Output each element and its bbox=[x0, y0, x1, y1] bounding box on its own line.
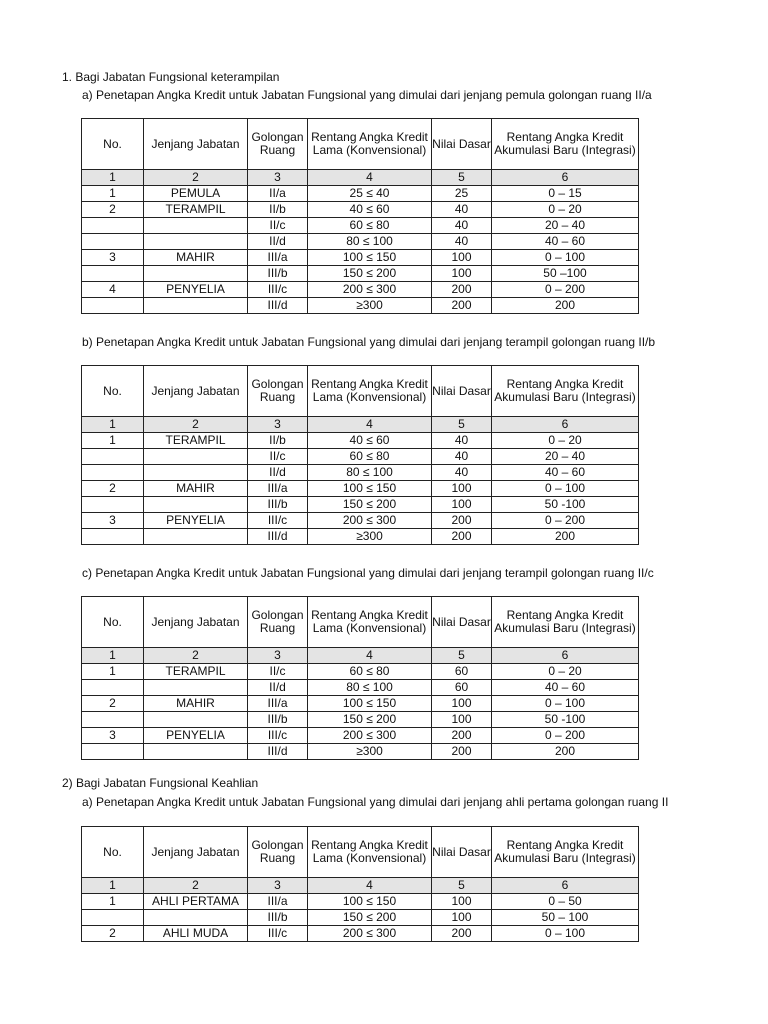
table-cell: 60 ≤ 80 bbox=[308, 218, 432, 234]
table-cell: 1 bbox=[82, 433, 144, 449]
table-row bbox=[82, 664, 639, 680]
table-cell: II/c bbox=[248, 218, 308, 234]
table-row bbox=[82, 218, 639, 234]
table-cell: 25 bbox=[432, 186, 492, 202]
table-cell: 40 ≤ 60 bbox=[308, 433, 432, 449]
table-cell: TERAMPIL bbox=[144, 433, 248, 449]
table-cell: 100 ≤ 150 bbox=[308, 250, 432, 266]
table-row bbox=[82, 728, 639, 744]
table-1c bbox=[81, 596, 639, 760]
table-cell: III/b bbox=[248, 266, 308, 282]
table-cell: 0 – 50 bbox=[492, 894, 639, 910]
column-number: 4 bbox=[308, 417, 432, 433]
column-header: Golongan Ruang bbox=[248, 119, 308, 170]
table-header-row bbox=[82, 827, 639, 878]
table-cell: 100 ≤ 150 bbox=[308, 481, 432, 497]
table-cell: 60 bbox=[432, 664, 492, 680]
column-number: 6 bbox=[492, 648, 639, 664]
table-cell: III/a bbox=[248, 250, 308, 266]
table-row bbox=[82, 298, 639, 314]
column-number: 5 bbox=[432, 170, 492, 186]
table-cell: III/b bbox=[248, 497, 308, 513]
table-cell bbox=[82, 680, 144, 696]
table-cell: 200 bbox=[432, 744, 492, 760]
table-cell: 3 bbox=[82, 250, 144, 266]
table-cell: II/d bbox=[248, 234, 308, 250]
table-cell: 150 ≤ 200 bbox=[308, 266, 432, 282]
table-cell: 20 – 40 bbox=[492, 218, 639, 234]
table-row bbox=[82, 449, 639, 465]
table-row bbox=[82, 481, 639, 497]
table-cell bbox=[82, 910, 144, 926]
table-cell: 0 – 15 bbox=[492, 186, 639, 202]
table-cell: III/c bbox=[248, 513, 308, 529]
table-cell: III/d bbox=[248, 298, 308, 314]
table-cell: 25 ≤ 40 bbox=[308, 186, 432, 202]
table-cell: 3 bbox=[82, 728, 144, 744]
column-number: 3 bbox=[248, 878, 308, 894]
table-cell: III/a bbox=[248, 481, 308, 497]
table-cell: 200 bbox=[432, 282, 492, 298]
section-2a-subtitle: a) Penetapan Angka Kredit untuk Jabatan Fungsional yang dimulai dari jenjang ahli pertama golongan ruang II bbox=[82, 795, 669, 809]
table-row bbox=[82, 529, 639, 545]
column-header: Jenjang Jabatan bbox=[144, 366, 248, 417]
table-cell: 100 bbox=[432, 894, 492, 910]
column-header: Jenjang Jabatan bbox=[144, 827, 248, 878]
table-row bbox=[82, 234, 639, 250]
table-cell: 4 bbox=[82, 282, 144, 298]
column-number: 6 bbox=[492, 417, 639, 433]
table-cell: MAHIR bbox=[144, 481, 248, 497]
table-cell: 60 bbox=[432, 680, 492, 696]
table-cell: 200 bbox=[432, 513, 492, 529]
table-cell: PENYELIA bbox=[144, 282, 248, 298]
table-cell: 1 bbox=[82, 894, 144, 910]
table-row bbox=[82, 680, 639, 696]
table-cell: 60 ≤ 80 bbox=[308, 664, 432, 680]
column-number-row bbox=[82, 878, 639, 894]
table-cell bbox=[82, 218, 144, 234]
table-cell: 2 bbox=[82, 481, 144, 497]
table-header-row bbox=[82, 597, 639, 648]
table-cell bbox=[144, 465, 248, 481]
table-row bbox=[82, 910, 639, 926]
table-cell bbox=[144, 712, 248, 728]
table-row bbox=[82, 202, 639, 218]
table-cell: 0 – 200 bbox=[492, 513, 639, 529]
column-number: 5 bbox=[432, 878, 492, 894]
column-header: Rentang Angka Kredit Lama (Konvensional) bbox=[308, 827, 432, 878]
table-cell bbox=[82, 234, 144, 250]
table-cell bbox=[144, 298, 248, 314]
table-cell: 40 bbox=[432, 218, 492, 234]
table-cell: PEMULA bbox=[144, 186, 248, 202]
table-cell: III/c bbox=[248, 282, 308, 298]
table-cell: 200 ≤ 300 bbox=[308, 513, 432, 529]
table-cell: 100 bbox=[432, 481, 492, 497]
column-header: Golongan Ruang bbox=[248, 827, 308, 878]
table-row bbox=[82, 712, 639, 728]
section-2-title: 2) Bagi Jabatan Fungsional Keahlian bbox=[62, 776, 259, 790]
table-1b bbox=[81, 365, 639, 545]
column-number: 1 bbox=[82, 417, 144, 433]
table-cell: II/d bbox=[248, 680, 308, 696]
table-row bbox=[82, 497, 639, 513]
column-header: Rentang Angka Kredit Akumulasi Baru (Integrasi) bbox=[492, 366, 639, 417]
section-1b-subtitle: b) Penetapan Angka Kredit untuk Jabatan Fungsional yang dimulai dari jenjang terampil golongan ruang II/b bbox=[82, 335, 656, 349]
column-number: 6 bbox=[492, 878, 639, 894]
table-row bbox=[82, 926, 639, 942]
table-cell: 40 bbox=[432, 234, 492, 250]
table-cell: III/a bbox=[248, 894, 308, 910]
table-cell: 0 – 100 bbox=[492, 250, 639, 266]
table-cell: ≥300 bbox=[308, 298, 432, 314]
table-cell: PENYELIA bbox=[144, 728, 248, 744]
column-header: No. bbox=[82, 119, 144, 170]
table-cell: 40 – 60 bbox=[492, 680, 639, 696]
table-cell: 100 ≤ 150 bbox=[308, 696, 432, 712]
table-cell: 20 – 40 bbox=[492, 449, 639, 465]
table-cell bbox=[144, 449, 248, 465]
table-cell: 2 bbox=[82, 202, 144, 218]
table-row bbox=[82, 894, 639, 910]
column-header: No. bbox=[82, 597, 144, 648]
table-cell: 50 –100 bbox=[492, 266, 639, 282]
table-cell: PENYELIA bbox=[144, 513, 248, 529]
section-1a-subtitle: a) Penetapan Angka Kredit untuk Jabatan Fungsional yang dimulai dari jenjang pemula golongan ruang II/a bbox=[82, 88, 652, 102]
column-header: Rentang Angka Kredit Akumulasi Baru (Integrasi) bbox=[492, 597, 639, 648]
table-cell bbox=[82, 449, 144, 465]
table-cell bbox=[82, 712, 144, 728]
table-cell: TERAMPIL bbox=[144, 202, 248, 218]
column-number: 1 bbox=[82, 878, 144, 894]
table-cell: 40 – 60 bbox=[492, 234, 639, 250]
table-cell: 40 bbox=[432, 202, 492, 218]
table-row bbox=[82, 250, 639, 266]
column-header: Rentang Angka Kredit Lama (Konvensional) bbox=[308, 597, 432, 648]
table-cell: ≥300 bbox=[308, 529, 432, 545]
column-header: Nilai Dasar bbox=[432, 597, 492, 648]
table-cell bbox=[82, 465, 144, 481]
table-cell: 0 – 100 bbox=[492, 481, 639, 497]
column-number: 2 bbox=[144, 648, 248, 664]
column-number: 2 bbox=[144, 170, 248, 186]
table-cell: ≥300 bbox=[308, 744, 432, 760]
table-cell: II/c bbox=[248, 664, 308, 680]
table-cell: 200 bbox=[492, 298, 639, 314]
table-cell bbox=[144, 266, 248, 282]
table-cell bbox=[144, 680, 248, 696]
table-cell: III/b bbox=[248, 712, 308, 728]
table-cell: TERAMPIL bbox=[144, 664, 248, 680]
table-cell: 50 -100 bbox=[492, 712, 639, 728]
table-cell: 100 bbox=[432, 712, 492, 728]
column-header: Rentang Angka Kredit Lama (Konvensional) bbox=[308, 119, 432, 170]
table-cell: 200 bbox=[432, 298, 492, 314]
table-cell: 40 bbox=[432, 465, 492, 481]
column-header: Nilai Dasar bbox=[432, 827, 492, 878]
column-number-row bbox=[82, 417, 639, 433]
table-cell: III/d bbox=[248, 529, 308, 545]
column-header: Nilai Dasar bbox=[432, 366, 492, 417]
table-row bbox=[82, 465, 639, 481]
table-cell: 40 ≤ 60 bbox=[308, 202, 432, 218]
table-cell: II/a bbox=[248, 186, 308, 202]
table-cell: 200 ≤ 300 bbox=[308, 282, 432, 298]
column-number: 5 bbox=[432, 417, 492, 433]
column-number: 2 bbox=[144, 878, 248, 894]
table-row bbox=[82, 433, 639, 449]
table-cell: 150 ≤ 200 bbox=[308, 910, 432, 926]
table-cell: 0 – 20 bbox=[492, 202, 639, 218]
table-cell: 50 -100 bbox=[492, 497, 639, 513]
table-cell: 100 bbox=[432, 250, 492, 266]
column-number: 6 bbox=[492, 170, 639, 186]
table-cell: III/d bbox=[248, 744, 308, 760]
table-cell: 80 ≤ 100 bbox=[308, 680, 432, 696]
table-cell: 0 – 100 bbox=[492, 926, 639, 942]
table-cell: 40 bbox=[432, 433, 492, 449]
table-cell: 0 – 20 bbox=[492, 433, 639, 449]
column-header: Golongan Ruang bbox=[248, 366, 308, 417]
table-cell: 200 bbox=[432, 926, 492, 942]
table-cell: III/a bbox=[248, 696, 308, 712]
column-header: Nilai Dasar bbox=[432, 119, 492, 170]
column-number: 4 bbox=[308, 170, 432, 186]
column-number: 4 bbox=[308, 648, 432, 664]
table-cell: AHLI PERTAMA bbox=[144, 894, 248, 910]
table-cell: II/c bbox=[248, 449, 308, 465]
table-cell: III/c bbox=[248, 728, 308, 744]
table-cell: 3 bbox=[82, 513, 144, 529]
table-cell: 0 – 200 bbox=[492, 728, 639, 744]
table-cell bbox=[144, 234, 248, 250]
column-header: Rentang Angka Kredit Lama (Konvensional) bbox=[308, 366, 432, 417]
table-cell: 150 ≤ 200 bbox=[308, 712, 432, 728]
table-cell: 100 ≤ 150 bbox=[308, 894, 432, 910]
table-cell: 60 ≤ 80 bbox=[308, 449, 432, 465]
table-cell: 150 ≤ 200 bbox=[308, 497, 432, 513]
column-header: Jenjang Jabatan bbox=[144, 597, 248, 648]
table-cell bbox=[82, 497, 144, 513]
table-cell: 0 – 20 bbox=[492, 664, 639, 680]
table-cell bbox=[144, 529, 248, 545]
table-cell: II/d bbox=[248, 465, 308, 481]
column-header: Rentang Angka Kredit Akumulasi Baru (Integrasi) bbox=[492, 119, 639, 170]
table-row bbox=[82, 696, 639, 712]
table-cell bbox=[144, 910, 248, 926]
table-cell: 100 bbox=[432, 497, 492, 513]
table-cell: 200 ≤ 300 bbox=[308, 926, 432, 942]
table-cell: 50 – 100 bbox=[492, 910, 639, 926]
column-number-row bbox=[82, 170, 639, 186]
column-number: 4 bbox=[308, 878, 432, 894]
table-cell bbox=[144, 744, 248, 760]
table-cell: II/b bbox=[248, 433, 308, 449]
table-cell: 200 ≤ 300 bbox=[308, 728, 432, 744]
table-cell: III/b bbox=[248, 910, 308, 926]
column-number: 5 bbox=[432, 648, 492, 664]
section-1-title: 1. Bagi Jabatan Fungsional keterampilan bbox=[62, 70, 280, 84]
table-cell: MAHIR bbox=[144, 250, 248, 266]
column-number: 1 bbox=[82, 170, 144, 186]
table-header-row bbox=[82, 119, 639, 170]
column-header: Golongan Ruang bbox=[248, 597, 308, 648]
table-cell: 1 bbox=[82, 186, 144, 202]
table-cell bbox=[144, 497, 248, 513]
table-cell: AHLI MUDA bbox=[144, 926, 248, 942]
column-header: Rentang Angka Kredit Akumulasi Baru (Integrasi) bbox=[492, 827, 639, 878]
table-cell bbox=[144, 218, 248, 234]
table-row bbox=[82, 186, 639, 202]
table-cell: 2 bbox=[82, 696, 144, 712]
table-cell bbox=[82, 744, 144, 760]
table-row bbox=[82, 266, 639, 282]
table-cell bbox=[82, 266, 144, 282]
table-cell: 80 ≤ 100 bbox=[308, 234, 432, 250]
table-cell: 200 bbox=[432, 728, 492, 744]
table-1a bbox=[81, 118, 639, 314]
table-cell: 0 – 200 bbox=[492, 282, 639, 298]
table-cell: 200 bbox=[492, 744, 639, 760]
table-cell: 100 bbox=[432, 266, 492, 282]
column-number-row bbox=[82, 648, 639, 664]
column-number: 2 bbox=[144, 417, 248, 433]
column-number: 3 bbox=[248, 417, 308, 433]
table-cell: MAHIR bbox=[144, 696, 248, 712]
column-number: 3 bbox=[248, 170, 308, 186]
column-header: Jenjang Jabatan bbox=[144, 119, 248, 170]
column-number: 3 bbox=[248, 648, 308, 664]
table-cell: 80 ≤ 100 bbox=[308, 465, 432, 481]
table-header-row bbox=[82, 366, 639, 417]
column-header: No. bbox=[82, 366, 144, 417]
table-cell: 200 bbox=[432, 529, 492, 545]
table-cell: 100 bbox=[432, 696, 492, 712]
table-cell: III/c bbox=[248, 926, 308, 942]
section-1c-subtitle: c) Penetapan Angka Kredit untuk Jabatan Fungsional yang dimulai dari jenjang terampil golongan ruang II/c bbox=[82, 566, 654, 580]
table-cell: 1 bbox=[82, 664, 144, 680]
table-row bbox=[82, 513, 639, 529]
table-cell bbox=[82, 298, 144, 314]
table-cell: 200 bbox=[492, 529, 639, 545]
table-cell: 2 bbox=[82, 926, 144, 942]
table-cell: 40 bbox=[432, 449, 492, 465]
column-number: 1 bbox=[82, 648, 144, 664]
table-cell: II/b bbox=[248, 202, 308, 218]
table-cell: 40 – 60 bbox=[492, 465, 639, 481]
column-header: No. bbox=[82, 827, 144, 878]
table-cell bbox=[82, 529, 144, 545]
table-row bbox=[82, 744, 639, 760]
table-2a bbox=[81, 826, 639, 942]
table-cell: 0 – 100 bbox=[492, 696, 639, 712]
table-row bbox=[82, 282, 639, 298]
table-cell: 100 bbox=[432, 910, 492, 926]
